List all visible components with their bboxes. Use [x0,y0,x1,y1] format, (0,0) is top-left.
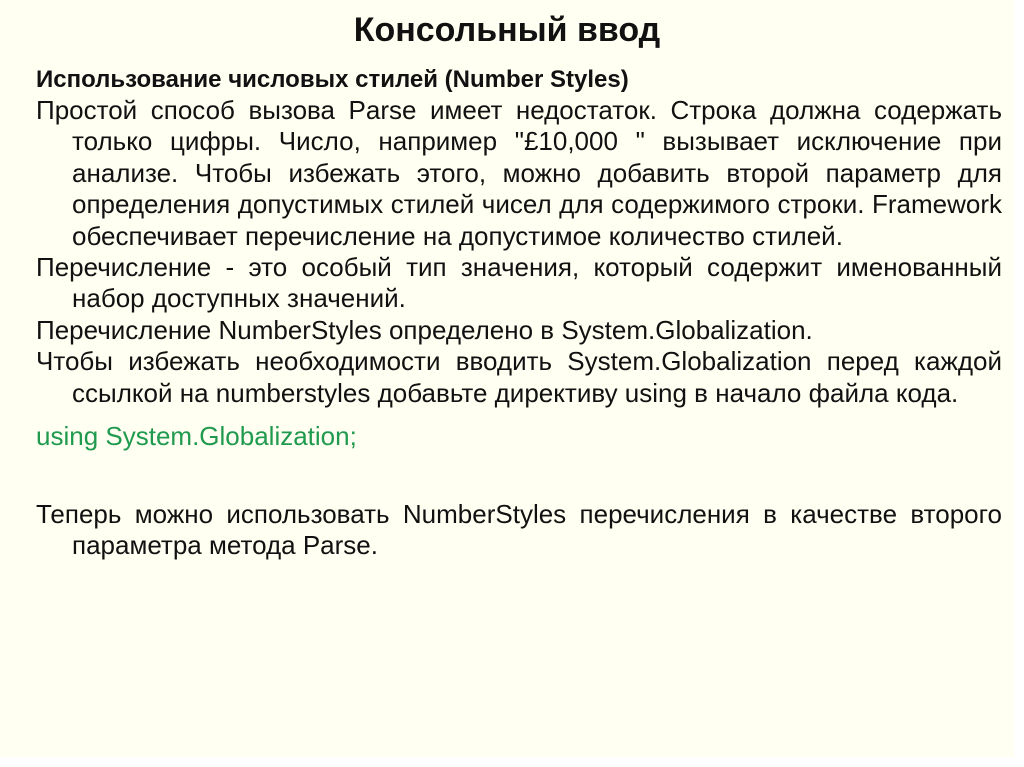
spacer [36,452,1002,499]
code-line-using: using System.Globalization; [36,421,357,452]
section-subheading: Использование числовых стилей (Number Styles) [36,66,629,93]
paragraph-numberstyles-usage: Теперь можно использовать NumberStyles перечисления в качестве второго параметра метода Parse. [36,499,1002,561]
paragraph-parse-limitation: Простой способ вызова Parse имеет недостаток. Строка должна содержать только цифры. Число, например "£10,000 " вызывает исключение при анализе. Чтобы избежать этого, можно добавить второй параметр для определения допустимых стилей чисел для содержимого строки. Framework обеспечивает перечисление на допустимое количество стилей. [36,95,1002,251]
paragraph-using-directive: Чтобы избежать необходимости вводить System.Globalization перед каждой ссылкой на numberstyles добавьте директиву using в начало файла кода. [36,346,1002,408]
paragraph-numberstyles-namespace: Перечисление NumberStyles определено в System.Globalization. [36,314,813,345]
slide-title: Консольный ввод [353,11,661,49]
slide-content [36,64,1002,562]
paragraph-enum-definition: Перечисление - это особый тип значения, который содержит именованный набор доступных значений. [36,252,1002,314]
